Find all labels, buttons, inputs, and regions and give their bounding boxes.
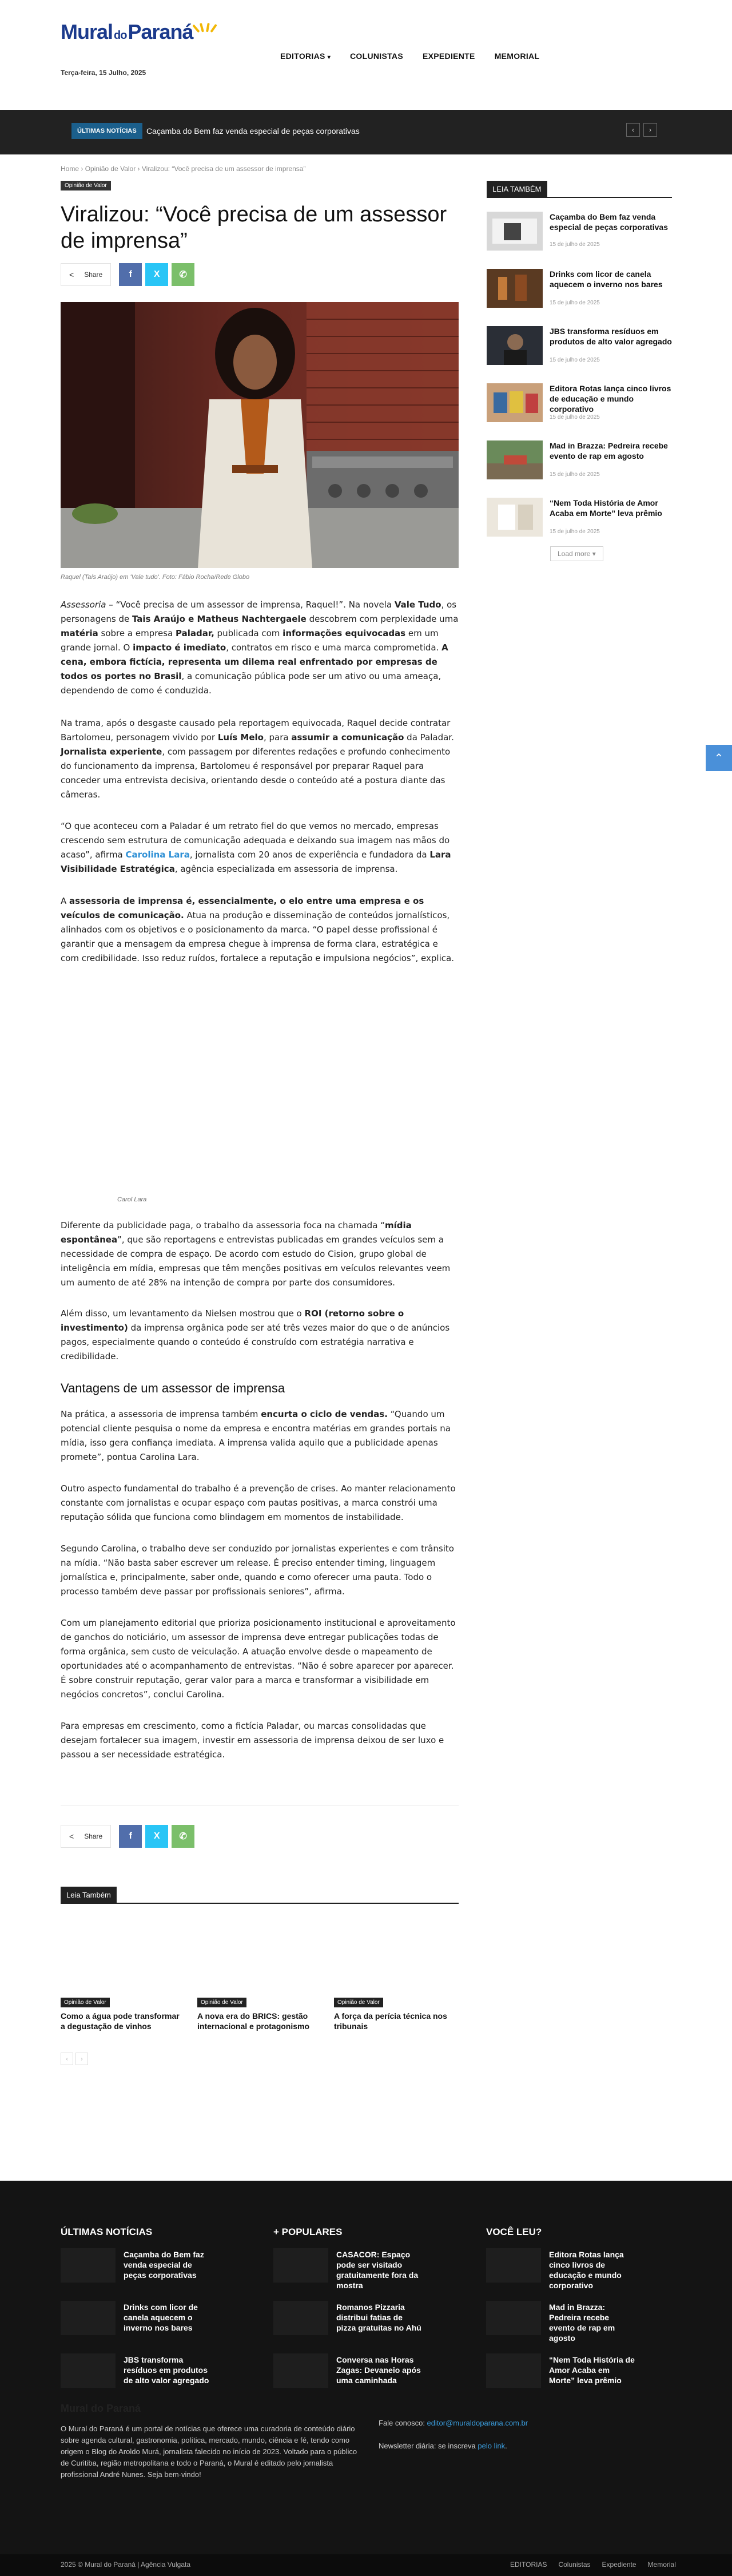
breadcrumb-current: Viralizou: “Você precisa de um assessor de imprensa” — [141, 165, 306, 173]
footer-latest-item[interactable] — [61, 2248, 204, 2283]
article-subheading — [61, 1381, 459, 1395]
nav-memorial[interactable]: MEMORIAL — [494, 51, 540, 61]
related-card-tag[interactable]: Opinião de Valor — [334, 1998, 383, 2007]
footer-thumbnail[interactable] — [61, 2301, 116, 2335]
hero-photo — [61, 302, 459, 568]
logo-main-word: Mural — [61, 20, 113, 43]
footer-link-expediente[interactable]: Expediente — [602, 2561, 636, 2569]
logo-end-word: Paraná — [128, 20, 193, 43]
footer-link-memorial[interactable]: Memorial — [647, 2561, 676, 2569]
breadcrumb-separator: › — [81, 165, 83, 173]
scroll-to-top-button[interactable] — [706, 745, 732, 771]
sidebar-item[interactable] — [487, 498, 672, 543]
sidebar-heading — [487, 181, 672, 198]
article-lead-word: Assessoria — [61, 600, 106, 610]
sidebar-item-date: 15 de julho de 2025 — [550, 414, 600, 420]
footer-newsletter-end: . — [505, 2442, 507, 2450]
logo-small-word: do — [114, 29, 127, 42]
sidebar-thumbnail[interactable] — [487, 212, 543, 251]
article-paragraph-7: Na prática, a assessoria de imprensa também encurta o ciclo de vendas. “Quando um potencial cliente pesquisa o nome da empresa e encontra matérias em grandes portais na mídia, isso gera confiança imediata. A imprensa valida aquilo que a publicidade apenas promete”, pontua Carolina Lara. — [61, 1409, 451, 1462]
related-card-tag[interactable]: Opinião de Valor — [197, 1998, 246, 2007]
footer-thumbnail[interactable] — [61, 2353, 116, 2388]
site-logo[interactable] — [61, 21, 215, 42]
ticker-headline[interactable]: Caçamba do Bem faz venda especial de peças corporativas — [146, 126, 360, 136]
related-heading-label: Leia Também — [61, 1887, 117, 1903]
article-paragraph-6: Além disso, um levantamento da Nielsen mostrou que o ROI (retorno sobre o investimento) da imprensa orgânica pode ser até três vezes maior do que o de anúncios pagos, especialmente quando o conteúdo é construído com estratégia narrativa e credibilidade. — [61, 1308, 450, 1362]
footer-newsletter-link[interactable]: pelo link — [478, 2442, 506, 2450]
load-more-label: Load more — [558, 550, 591, 558]
related-pager — [61, 2053, 88, 2065]
footer-item-title[interactable]: JBS transforma resíduos em produtos de alto valor agregado — [124, 2355, 209, 2385]
footer-read-item[interactable] — [486, 2353, 635, 2388]
thumb-photo — [487, 269, 543, 308]
footer-copyright: 2025 © Mural do Paraná | Agência Vulgata — [61, 2561, 190, 2569]
footer-contact-label: Fale conosco: — [379, 2419, 427, 2427]
footer-item-title[interactable]: Conversa nas Horas Zagas: Devaneio após uma caminhada — [336, 2355, 421, 2385]
thumb-photo — [487, 383, 543, 422]
article-paragraph-10: Com um planejamento editorial que prioriza posicionamento institucional e aproveitamento de ganchos do noticiário, um assessor de imprensa deve entregar publicações todas de forma orgânica, sem custo de veiculação. A atuação envolve desde o mapeamento de oportunidades até o acompanhamento de entrevistas. “Não é sobre aparecer por aparecer. É sobre construir reputação, gerar valor para a marca e transformar a visibilidade em negócios concretos”, conclui Carolina. — [61, 1618, 456, 1700]
footer-about-text: O Mural do Paraná é um portal de notícias que oferece uma curadoria de conteúdo diário sobre agenda cultural, gastronomia, política, mercado, mundo, ciência e fé, tendo como origem o Blog do Aroldo Murá, jornalista falecido no início de 2023. Voltado para o público de Curitiba, região metropolitana e todo o Paraná, o Mural é editado pelo jornalista profissional André Nunes. Seja bem-vindo! — [61, 2424, 357, 2479]
related-prev-button[interactable]: ‹ — [61, 2053, 73, 2065]
load-more-button[interactable] — [550, 546, 603, 561]
ticker-next-button[interactable]: › — [643, 123, 657, 137]
footer-contact — [379, 2419, 528, 2427]
carolina-lara-link[interactable]: Carolina Lara — [125, 850, 190, 860]
footer-popular-item[interactable] — [273, 2248, 419, 2290]
footer-latest-heading: ÚLTIMAS NOTÍCIAS — [61, 2226, 153, 2237]
sidebar-item[interactable] — [487, 269, 672, 315]
x-icon: X — [153, 269, 160, 279]
arrow-up-icon: ⌃ — [714, 752, 724, 765]
twitter-share-button[interactable] — [145, 1825, 168, 1848]
embedded-image-caption: Carol Lara — [117, 1196, 147, 1203]
related-card[interactable] — [197, 1997, 321, 2031]
share-bar-bottom — [61, 1823, 194, 1849]
sidebar-thumbnail[interactable] — [487, 269, 543, 308]
related-next-button[interactable]: › — [75, 2053, 88, 2065]
footer-item-title[interactable]: Romanos Pizzaria distribui fatias de pizza gratuitas no Ahú — [336, 2303, 421, 2332]
sidebar-item-date: 15 de julho de 2025 — [550, 300, 600, 306]
nav-colunistas[interactable]: COLUNISTAS — [350, 51, 403, 61]
related-card[interactable] — [61, 1997, 184, 2031]
footer-newsletter-label: Newsletter diária: se inscreva — [379, 2442, 478, 2450]
footer-latest-item[interactable] — [61, 2301, 201, 2335]
chevron-down-icon: ▾ — [327, 54, 331, 61]
footer-thumbnail[interactable] — [273, 2248, 328, 2283]
footer-read-item[interactable] — [486, 2248, 627, 2290]
related-card-title[interactable]: Como a água pode transformar a degustação de vinhos — [61, 2011, 180, 2031]
sidebar-item-date: 15 de julho de 2025 — [550, 357, 600, 363]
article-hero-image — [61, 302, 459, 568]
article-paragraph-3: “O que aconteceu com a Paladar é um retrato fiel do que vemos no mercado, empresas crescendo sem estrutura de comunicação adequada e deixando sua imagem nas mãos do acaso”, afirma Carolina Lara, jornalista com 20 anos de experiência e fundadora da Lara Visibilidade Estratégica, agência especializada em assessoria de imprensa. — [61, 821, 451, 874]
footer-link-colunistas[interactable]: Colunistas — [558, 2561, 591, 2569]
sidebar-item-title[interactable]: Drinks com licor de canela aquecem o inverno nos bares — [550, 269, 663, 289]
footer-thumbnail[interactable] — [61, 2248, 116, 2283]
sidebar-item-title[interactable]: Editora Rotas lança cinco livros de educação e mundo corporativo — [550, 384, 671, 414]
footer-item-title[interactable]: CASACOR: Espaço pode ser visitado gratuitamente fora da mostra — [336, 2250, 419, 2290]
footer-thumbnail[interactable] — [486, 2248, 541, 2283]
share-toggle[interactable] — [61, 1825, 111, 1848]
footer-read-heading: VOCÊ LEU? — [486, 2226, 542, 2237]
related-card-tag[interactable]: Opinião de Valor — [61, 1998, 110, 2007]
thumb-photo — [487, 212, 543, 251]
sun-icon — [196, 21, 215, 32]
sidebar-thumbnail[interactable] — [487, 498, 543, 537]
sidebar-thumbnail[interactable] — [487, 326, 543, 365]
whatsapp-share-button[interactable] — [172, 263, 194, 286]
nav-expediente[interactable]: EXPEDIENTE — [422, 51, 475, 61]
article-paragraph-4: A assessoria de imprensa é, essencialmente, o elo entre uma empresa e os veículos de comunicação. Atua na produção e disseminação de conteúdos jornalísticos, alinhados com os objetivos e o posicionamento da marca. “O papel desse profissional é garantir que a mensagem da empresa chegue à imprensa de forma clara, estratégica e com credibilidade. Isso reduz ruídos, fortalece a reputação e impulsiona negócios”, explica. — [61, 896, 454, 963]
footer-popular-item[interactable] — [273, 2353, 421, 2388]
site-header — [0, 0, 732, 110]
share-icon: < — [69, 1832, 74, 1841]
nav-editorias[interactable] — [280, 51, 331, 61]
article-paragraph-2: Na trama, após o desgaste causado pela reportagem equivocada, Raquel decide contratar Bartolomeu, personagem vivido por Luís Melo, para assumir a comunicação da Paladar. Jornalista experiente, com passagem por diferentes redações e profundo conhecimento do funcionamento da imprensa, Bartolomeu é responsável por preparar Raquel para conceder uma entrevista decisiva, orientando desde o conteúdo até a postura diante das câmeras. — [61, 718, 454, 800]
facebook-icon: f — [129, 1831, 132, 1841]
sidebar-item-date: 15 de julho de 2025 — [550, 241, 600, 248]
thumb-photo — [487, 440, 543, 479]
twitter-share-button[interactable] — [145, 263, 168, 286]
facebook-icon: f — [129, 269, 132, 279]
related-heading — [61, 1887, 459, 1904]
sidebar-thumbnail[interactable] — [487, 383, 543, 422]
footer-thumbnail[interactable] — [273, 2353, 328, 2388]
article-paragraph-1: Assessoria – “Você precisa de um assessor de imprensa, Raquel!”. Na novela Vale Tudo, os personagens de Tais Araújo e Matheus Nachtergaele descobrem com perplexidade uma matéria sobre a empresa Paladar, publicada com informações equivocadas em um grande jornal. O impacto é imediato, contratos em risco e uma marca comprometida. A cena, embora fictícia, representa um dilema real enfrentado por empresas de todos os portes no Brasil, a comunicação pública pode ser um ativo ou uma ameaça, dependendo de como é conduzida. — [61, 600, 459, 696]
sidebar-item[interactable] — [487, 440, 672, 486]
nav-editorias-label: EDITORIAS — [280, 51, 325, 61]
share-icon: < — [69, 270, 74, 279]
footer-thumbnail[interactable] — [273, 2301, 328, 2335]
footer-thumbnail[interactable] — [486, 2301, 541, 2335]
footer-contact-email[interactable]: editor@muraldoparana.com.br — [427, 2419, 528, 2427]
breadcrumb-home[interactable]: Home — [61, 165, 79, 173]
sidebar-item-title[interactable]: JBS transforma resíduos em produtos de alto valor agregado — [550, 327, 672, 346]
logo-wordmark — [61, 22, 193, 42]
footer-popular-item[interactable] — [273, 2301, 421, 2335]
footer-item-title[interactable]: Editora Rotas lança cinco livros de educação e mundo corporativo — [549, 2250, 624, 2290]
sidebar-item-title[interactable]: Mad in Brazza: Pedreira recebe evento de rap em agosto — [550, 441, 668, 461]
article-paragraph-9: Segundo Carolina, o trabalho deve ser conduzido por jornalistas experientes e com trânsito na mídia. “Não basta saber escrever um release. É preciso entender timing, linguagem jornalística e, principalmente, saber onde, quando e como oferecer uma pauta. Todo o processo também deve passar por profissionais seniores”, afirma. — [61, 1543, 454, 1597]
article-paragraph-8: Outro aspecto fundamental do trabalho é a prevenção de crises. Ao manter relacionamento constante com jornalistas e ocupar espaço com pautas positivas, a marca constrói uma reputação sólida que funciona como blindagem em momentos de instabilidade. — [61, 1483, 456, 1522]
footer-read-item[interactable] — [486, 2301, 627, 2343]
footer-links — [510, 2561, 676, 2569]
footer-item-title[interactable]: Mad in Brazza: Pedreira recebe evento de rap em agosto — [549, 2303, 615, 2343]
footer-item-title[interactable]: Drinks com licor de canela aquecem o inverno nos bares — [124, 2303, 198, 2332]
sidebar-item-date: 15 de julho de 2025 — [550, 471, 600, 478]
sidebar-item[interactable] — [487, 212, 672, 257]
sidebar-item[interactable] — [487, 326, 672, 372]
related-card[interactable] — [334, 1997, 458, 2031]
facebook-share-button[interactable] — [119, 263, 142, 286]
sidebar-item-date: 15 de julho de 2025 — [550, 529, 600, 535]
footer-thumbnail[interactable] — [486, 2353, 541, 2388]
ticker-prev-button[interactable]: ‹ — [626, 123, 640, 137]
footer-latest-item[interactable] — [61, 2353, 209, 2388]
sidebar-item[interactable] — [487, 383, 672, 429]
share-label: Share — [84, 271, 103, 279]
footer-newsletter — [379, 2442, 507, 2450]
x-icon: X — [153, 1831, 160, 1841]
sidebar-item-title[interactable]: Caçamba do Bem faz venda especial de peças corporativas — [550, 212, 668, 232]
thumb-photo — [487, 326, 543, 365]
whatsapp-icon: ✆ — [179, 270, 187, 280]
footer-about-title: Mural do Paraná — [61, 2403, 141, 2414]
whatsapp-icon: ✆ — [179, 1832, 187, 1841]
footer-link-editorias[interactable]: EDITORIAS — [510, 2561, 547, 2569]
share-bar-top — [61, 261, 194, 288]
related-card-title[interactable]: A nova era do BRICS: gestão internacional e protagonismo — [197, 2011, 310, 2031]
section-heading: Vantagens de um assessor de imprensa — [61, 1381, 285, 1395]
footer-popular-heading: + POPULARES — [273, 2226, 343, 2237]
footer-item-title[interactable]: “Nem Toda História de Amor Acaba em Morte” leva prêmio — [549, 2355, 635, 2385]
breadcrumb-category[interactable]: Opinião de Valor — [85, 165, 136, 173]
sidebar-heading-label: LEIA TAMBÉM — [487, 181, 547, 197]
sidebar-thumbnail[interactable] — [487, 440, 543, 479]
facebook-share-button[interactable] — [119, 1825, 142, 1848]
share-label: Share — [84, 1832, 103, 1840]
share-toggle[interactable] — [61, 263, 111, 286]
ticker-controls — [626, 123, 657, 137]
sidebar-item-title[interactable]: “Nem Toda História de Amor Acaba em Morte” leva prêmio — [550, 498, 662, 518]
news-ticker — [0, 110, 732, 154]
article-paragraph-11: Para empresas em crescimento, como a fictícia Paladar, ou marcas consolidadas que desejam fortalecer sua imagem, investir em assessoria de imprensa deixou de ser luxo e passou a ser necessidade estratégica. — [61, 1721, 444, 1760]
whatsapp-share-button[interactable] — [172, 1825, 194, 1848]
breadcrumb — [61, 165, 305, 173]
hero-caption: Raquel (Taís Araújo) em 'Vale tudo'. Foto: Fábio Rocha/Rede Globo — [61, 574, 250, 581]
related-card-title[interactable]: A força da perícia técnica nos tribunais — [334, 2011, 447, 2031]
article-paragraph-5: Diferente da publicidade paga, o trabalho da assessoria foca na chamada “mídia espontânea”, que são reportagens e entrevistas publicadas em grandes veículos sem a necessidade de compra de espaço. De acordo com estudo do Cision, grupo global de inteligência em mídia, empresas que têm menções positivas em veículos relevantes veem um aumento de até 28% na intenção de compra por parte dos consumidores. — [61, 1220, 451, 1288]
footer-item-title[interactable]: Caçamba do Bem faz venda especial de peças corporativas — [124, 2250, 204, 2280]
article-title: Viralizou: “Você precisa de um assessor de imprensa” — [61, 203, 447, 253]
current-date: Terça-feira, 15 Julho, 2025 — [61, 69, 146, 77]
category-tag[interactable]: Opinião de Valor — [61, 181, 111, 190]
main-navigation — [280, 51, 539, 61]
chevron-down-icon: ▾ — [592, 550, 596, 558]
breadcrumb-separator: › — [137, 165, 140, 173]
thumb-photo — [487, 498, 543, 537]
ticker-label: ÚLTIMAS NOTÍCIAS — [71, 123, 142, 139]
